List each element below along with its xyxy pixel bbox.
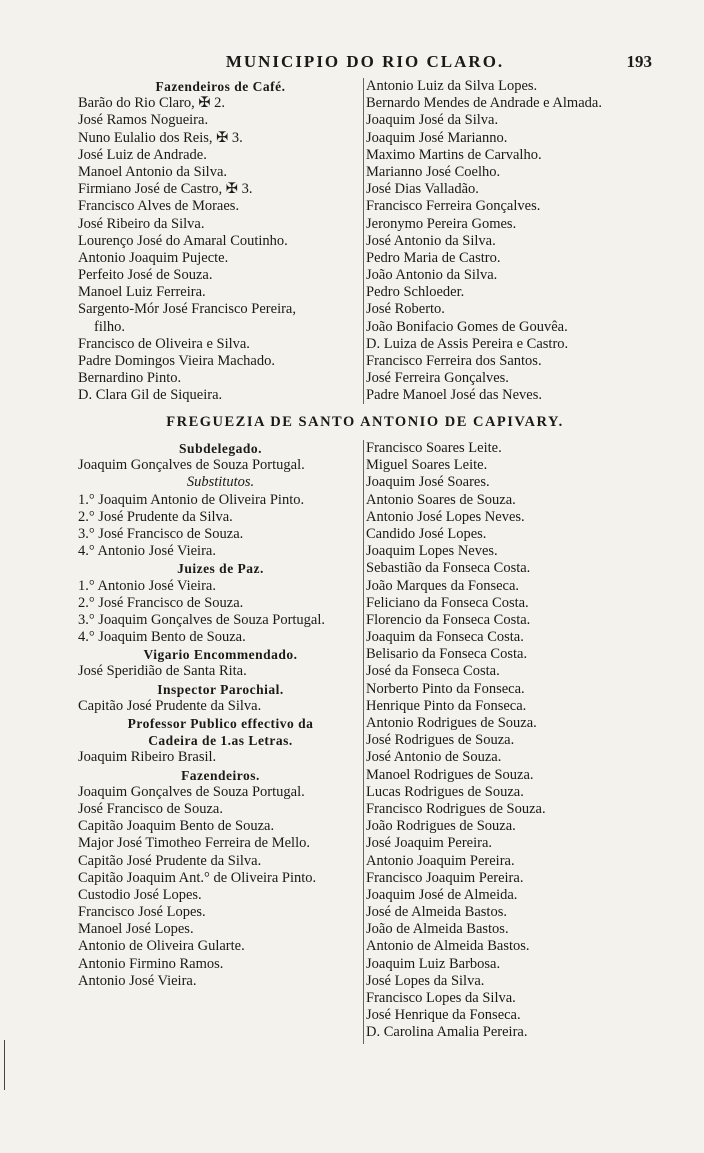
list-item: filho. [94,318,126,335]
list-item: Joaquim da Fonseca Costa. [366,629,524,646]
inspector-heading: Inspector Parochial. [157,681,284,697]
list-item: Bernardo Mendes de Andrade e Almada. [366,95,602,112]
list-item: Pedro Schloeder. [366,284,465,301]
list-item: José Francisco de Souza. [78,800,223,817]
list-item: Pedro Maria de Castro. [366,249,501,266]
page-number: 193 [626,52,652,71]
fazendeiros-heading: Fazendeiros. [181,767,260,783]
list-item: Francisco José Lopes. [78,904,206,921]
list-item: 2.° José Prudente da Silva. [78,508,233,525]
fazendeiros-list [78,784,363,990]
list-item: Bernardino Pinto. [78,370,182,387]
list-item: João de Almeida Bastos. [366,921,509,938]
list-item: Sebastião da Fonseca Costa. [366,560,531,577]
juizes-heading: Juizes de Paz. [177,561,264,577]
freguezia-title: FREGUEZIA DE SANTO ANTONIO DE CAPIVARY. [166,414,564,430]
list-item: Antonio José Vieira. [78,972,197,989]
list-item: Antonio Rodrigues de Souza. [366,715,537,731]
list-item: Marianno José Coelho. [366,163,501,180]
list-item: Miguel Soares Leite. [366,457,488,474]
list-item: Joaquim Gonçalves de Souza Portugal. [78,783,305,800]
list-item: Francisco Joaquim Pereira. [366,869,524,886]
section1-right-column [366,78,656,405]
list-item: Norberto Pinto da Fonseca. [366,680,525,697]
list-item: Joaquim José Soares. [366,474,490,491]
list-item: Perfeito José de Souza. [78,267,213,284]
list-item: Antonio Joaquim Pujecte. [78,249,229,266]
list-item: João Antonio da Silva. [366,267,498,284]
list-item: Antonio de Almeida Bastos. [366,938,530,955]
column-divider-bottom [363,440,364,1044]
list-item: Candido José Lopes. [366,525,487,542]
list-item: Antonio Joaquim Pereira. [366,852,515,869]
list-item: Capitão Joaquim Ant.° de Oliveira Pinto. [78,869,317,886]
list-item: José Henrique da Fonseca. [366,1007,521,1024]
list-item: Lucas Rodrigues de Souza. [366,783,524,800]
list-item: José Dias Valladão. [366,181,479,198]
professor-heading-line2: Cadeira de 1.as Letras. [148,733,293,749]
professor-heading-line1: Professor Publico effectivo da [127,716,314,731]
subdelegado-name: Joaquim Gonçalves de Souza Portugal. [78,457,305,474]
list-item: Padre Domingos Vieira Machado. [78,353,275,369]
list-item: José da Fonseca Costa. [366,663,500,680]
list-item: José Ribeiro da Silva. [78,215,205,232]
list-item: Feliciano da Fonseca Costa. [366,594,529,611]
margin-mark [4,1040,5,1090]
list-item: Belisario da Fonseca Costa. [366,646,528,663]
list-item: Sargento-Mór José Francisco Pereira, [78,301,296,318]
substitutos-heading: Substitutos. [186,474,255,491]
list-item: Francisco Rodrigues de Souza. [366,800,546,817]
fazendeiros-cafe-heading: Fazendeiros de Café. [155,79,286,94]
list-item: Henrique Pinto da Fonseca. [366,697,527,714]
inspector-name: Capitão José Prudente da Silva. [78,697,262,714]
list-item: Antonio Luiz da Silva Lopes. [366,78,538,94]
section2-right-column [366,440,656,1042]
list-item: José Antonio da Silva. [366,232,496,249]
list-item: Antonio Firmino Ramos. [78,955,224,972]
list-item: D. Carolina Amalia Pereira. [366,1024,528,1041]
list-item: Barão do Rio Claro, ✠ 2. [78,95,226,112]
list-item: Capitão José Prudente da Silva. [78,852,262,869]
list-item: Firmiano José de Castro, ✠ 3. [78,181,253,198]
list-item: João Bonifacio Gomes de Gouvêa. [366,318,568,335]
subdelegado-heading: Subdelegado. [179,441,262,456]
list-item: Francisco Ferreira dos Santos. [366,353,542,369]
list-item: 1.° Antonio José Vieira. [78,577,216,594]
list-item: 1.° Joaquim Antonio de Oliveira Pinto. [78,491,305,508]
list-item: José Rodrigues de Souza. [366,732,515,749]
list-item: José Joaquim Pereira. [366,835,493,852]
list-item: D. Luiza de Assis Pereira e Castro. [366,335,569,352]
column-divider-top [363,78,364,404]
list-item: Joaquim Lopes Neves. [366,543,498,560]
list-item: João Rodrigues de Souza. [366,818,516,835]
list-item: Manoel Luiz Ferreira. [78,284,206,301]
list-item: Maximo Martins de Carvalho. [366,146,542,163]
list-item: Custodio José Lopes. [78,886,202,903]
vigario-name: José Speridião de Santa Rita. [78,663,247,680]
list-item: Francisco Lopes da Silva. [366,990,516,1006]
list-item: Joaquim José Marianno. [366,129,508,146]
list-item: Lourenço José do Amaral Coutinho. [78,232,288,249]
page-title: MUNICIPIO DO RIO CLARO. [225,52,505,71]
list-item: José Lopes da Silva. [366,972,485,989]
page-header [78,50,652,74]
list-item: Joaquim José da Silva. [366,112,499,129]
list-item: Antonio de Oliveira Gularte. [78,938,245,955]
list-item: 4.° Joaquim Bento de Souza. [78,629,246,646]
list-item: Manoel Antonio da Silva. [78,163,228,180]
list-item: 3.° José Francisco de Souza. [78,525,244,542]
list-item: Padre Manoel José das Neves. [366,387,542,404]
list-item: José de Almeida Bastos. [366,904,507,921]
list-item: Major José Timotheo Ferreira de Mello. [78,835,310,852]
list-item: Joaquim José de Almeida. [366,886,518,903]
substitutos-list [78,492,363,561]
list-item: 3.° Joaquim Gonçalves de Souza Portugal. [78,611,326,628]
professor-name: Joaquim Ribeiro Brasil. [78,749,217,766]
list-item: Francisco Soares Leite. [366,440,502,456]
list-item: Manoel José Lopes. [78,921,194,938]
list-item: Florencio da Fonseca Costa. [366,611,531,628]
list-item: 2.° José Francisco de Souza. [78,594,244,611]
vigario-heading: Vigario Encommendado. [143,647,298,663]
list-item: José Antonio de Souza. [366,749,502,766]
section1-left-column [78,78,363,405]
list-item: D. Clara Gil de Siqueira. [78,387,223,404]
list-item: José Ferreira Gonçalves. [366,370,509,387]
list-item: Jeronymo Pereira Gomes. [366,215,517,232]
list-item: Antonio Soares de Souza. [366,491,516,508]
list-item: José Ramos Nogueira. [78,112,209,129]
juizes-list [78,578,363,647]
list-item: Francisco Alves de Moraes. [78,198,240,215]
list-item: Nuno Eulalio dos Reis, ✠ 3. [78,129,243,146]
list-item: Antonio José Lopes Neves. [366,508,525,525]
list-item: Manoel Rodrigues de Souza. [366,766,534,783]
list-item: Francisco Ferreira Gonçalves. [366,198,541,215]
list-item: João Marques da Fonseca. [366,577,520,594]
list-item: Joaquim Luiz Barbosa. [366,955,501,972]
list-item: José Roberto. [366,301,445,318]
section2-left-column [78,440,363,990]
list-item: Francisco de Oliveira e Silva. [78,335,250,352]
list-item: 4.° Antonio José Vieira. [78,543,216,560]
list-item: Capitão Joaquim Bento de Souza. [78,818,275,835]
list-item: José Luiz de Andrade. [78,146,207,163]
